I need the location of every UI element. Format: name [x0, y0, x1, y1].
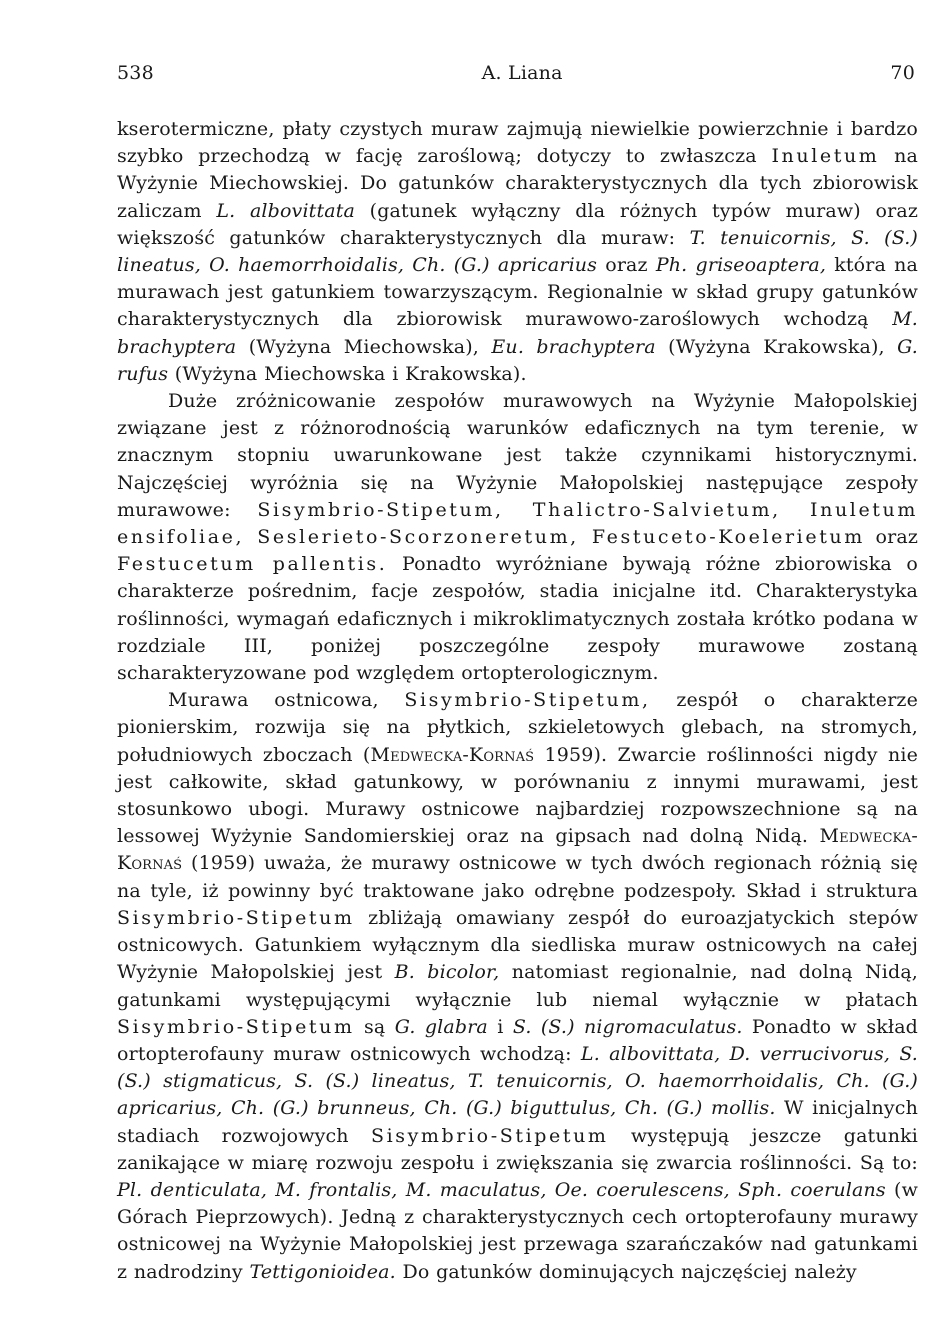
italic-taxon: S. (S.) nigromaculatus.: [512, 1015, 743, 1038]
paragraph: [117, 116, 918, 388]
page-number-left: 538: [117, 62, 154, 84]
text-run: oraz: [597, 254, 656, 277]
spaced-association-name: Sisymbrio-Stipetum, Thalictro-Salvietum, Inuletum ensifoliae, Seslerieto-Scorzoneretum, Festuceto-Koelerietum: [117, 498, 918, 549]
italic-taxon: Ph. griseoaptera,: [655, 254, 827, 277]
italic-taxon: L. albovittata, D. verrucivorus, S. (S.) stigmaticus, S. (S.) lineatus, T. tenuicornis, O. haemorrhoidalis, Ch. (G.) apricarius, Ch. (G.) brunneus, Ch. (G.) biguttulus, Ch. (G.) mollis.: [117, 1042, 918, 1120]
text-run: na Wyżynie Miechowskiej. Do gatunków charakterystycznych dla tych zbiorowisk zaliczam: [117, 145, 918, 222]
text-run: (1959) uważa, że murawy ostnicowe w tych dwóch regionach różnią się na tyle, iż powinny być traktowane jako odrębne podzespoły. Skład i struktura: [117, 852, 918, 902]
text-run: występują jeszcze gatunki zanikające w miarę rozwoju zespołu i zwiększania się zwarcia roślinności. Są to:: [117, 1124, 918, 1174]
italic-taxon: G. glabra: [394, 1015, 488, 1038]
italic-taxon: B. bicolor,: [394, 961, 500, 984]
text-run: kserotermiczne, płaty czystych muraw zajmują niewielkie powierzchnie i bardzo szybko przechodzą w fację zaroślową; dotyczy to zwłaszcza: [117, 118, 918, 168]
text-run: (Wyżyna Miechowska i Krakowska).: [168, 362, 527, 385]
text-run: i: [487, 1015, 513, 1038]
author-citation: Medwecka-Kornaś: [370, 743, 535, 766]
italic-taxon: L. albovittata: [216, 199, 355, 222]
author-citation: Medwecka-Kornaś: [117, 825, 918, 875]
text-run: (Wyżyna Krakowska),: [655, 335, 898, 358]
spaced-association-name: Sisymbrio-Stipetum: [117, 906, 355, 929]
paragraph: [117, 687, 918, 1285]
text-run: oraz: [864, 526, 918, 549]
spaced-association-name: Festucetum pallentis.: [117, 553, 388, 576]
italic-taxon: Tettigonioidea.: [249, 1260, 396, 1283]
page-number-right: 70: [890, 62, 915, 84]
italic-taxon: G. rufus: [117, 335, 918, 385]
text-run: (gatunek wyłączny dla różnych typów muraw) oraz większość gatunków charakterystycznych dla muraw:: [117, 199, 918, 249]
spaced-association-name: Sisymbrio-Stipetum: [117, 1015, 355, 1038]
body-text: [117, 116, 918, 1286]
italic-taxon: M. brachyptera: [117, 308, 918, 358]
text-run: Duże zróżnicowanie zespołów murawowych na Wyżynie Małopolskiej związane jest z różnorodnością warunków edaficznych na tym terenie, w znacznym stopniu uwarunkowane jest także czynnikami historycznymi. Najczęściej wyróżnia się na Wyżynie Małopolskiej następujące zespoły murawowe:: [117, 390, 918, 521]
italic-taxon: Eu. brachyptera: [491, 335, 656, 358]
text-run: 1959). Zwarcie roślinności nigdy nie jest całkowite, skład gatunkowy, w porównaniu z innymi murawami, jest stosunkowo ubogi. Murawy ostnicowe najbardziej rozpowszechnione są na lessowej Wyżynie Sandomierskiej oraz na gipsach nad dolną Nidą.: [117, 743, 918, 848]
text-run: (Wyżyna Miechowska),: [236, 335, 492, 358]
text-run: są: [354, 1015, 395, 1038]
spaced-association-name: Inuletum: [771, 145, 880, 168]
text-run: która na murawach jest gatunkiem towarzyszącym. Regionalnie w skład grupy gatunków charakterystycznych dla zbiorowisk murawowo-zaroślowych wchodzą: [117, 254, 918, 331]
text-run: W inicjalnych stadiach rozwojowych: [117, 1097, 918, 1147]
text-run: zespół o charakterze pionierskim, rozwija się na płytkich, szkieletowych glebach, na stromych, południowych zboczach (: [117, 689, 918, 766]
text-run: natomiast regionalnie, nad dolną Nidą, gatunkami występującymi wyłącznie lub niemal wyłącznie w płatach: [117, 961, 918, 1011]
italic-taxon: T. tenuicornis, S. (S.) lineatus, O. haemorrhoidalis, Ch. (G.) apricarius: [117, 226, 918, 277]
text-run: zbliżają omawiany zespół do euroazjatyckich stepów ostnicowych. Gatunkiem wyłącznym dla siedliska muraw ostnicowych na całej Wyżynie Małopolskiej jest: [117, 906, 918, 984]
text-run: Do gatunków dominujących najczęściej należy: [395, 1260, 857, 1283]
italic-taxon: Pl. denticulata, M. frontalis, M. maculatus, Oe. coerulescens, Sph. coerulans: [117, 1178, 886, 1201]
text-run: Ponadto w skład ortopterofauny muraw ostnicowych wchodzą:: [117, 1015, 918, 1065]
paragraph: [117, 388, 918, 687]
spaced-association-name: Sisymbrio-Stipetum: [370, 1124, 609, 1147]
text-run: (w Górach Pieprzowych). Jedną z charakterystycznych cech ortopterofauny murawy ostnicowej na Wyżynie Małopolskiej jest przewaga szarańczaków nad gatunkami z nadrodziny: [117, 1178, 918, 1283]
text-run: Murawa ostnicowa,: [168, 689, 405, 712]
spaced-association-name: Sisymbrio-Stipetum,: [404, 689, 651, 712]
text-run: Ponadto wyróżniane bywają różne zbiorowiska o charakterze pośrednim, facje zespołów, stadia inicjalne itd. Charakterystyka roślinności, wymagań edaficznych i mikroklimatycznych została krótko podana w rozdziale III, poniżej poszczególne zespoły murawowe zostaną scharakteryzowane pod względem ortopterologicznym.: [117, 553, 918, 685]
running-header: [117, 62, 915, 84]
running-title-author: A. Liana: [481, 62, 563, 84]
